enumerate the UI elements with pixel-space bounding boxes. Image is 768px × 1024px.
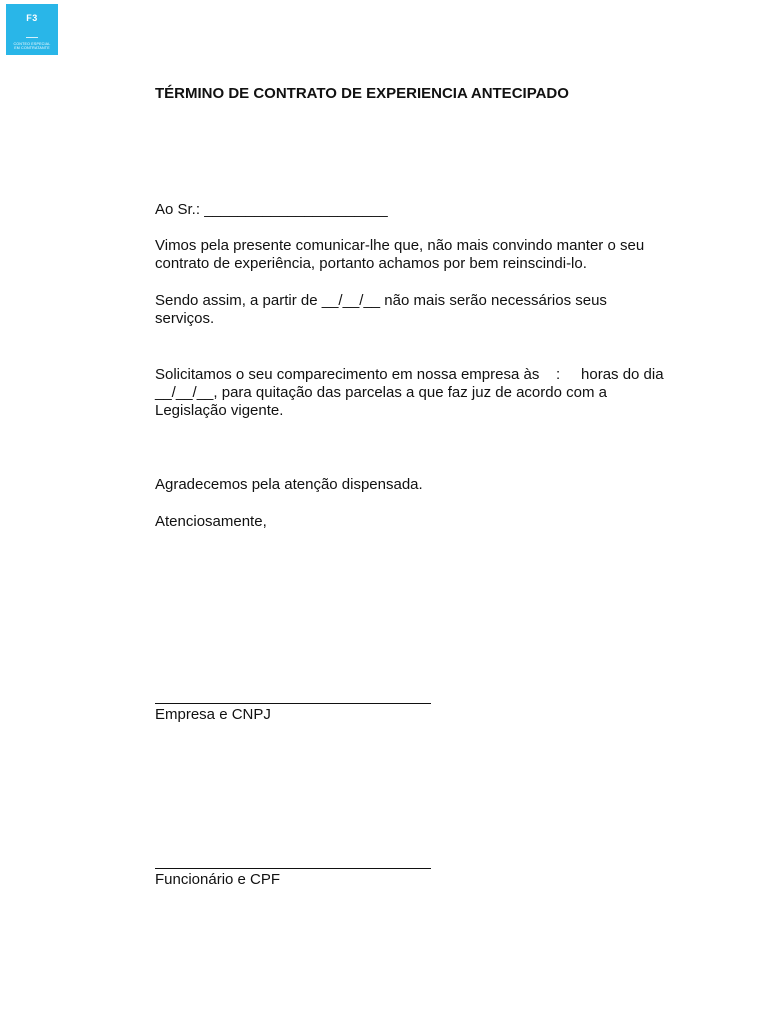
employee-signature-line [155, 868, 431, 869]
logo-rule [26, 37, 38, 38]
company-logo [6, 4, 58, 55]
closing-text: Atenciosamente, [155, 513, 267, 530]
salutation: Ao Sr.: ______________________ [155, 201, 388, 218]
logo-mark: F3 [26, 13, 38, 23]
paragraph-end-date: Sendo assim, a partir de __/__/__ não mais serão necessários seus serviços. [155, 292, 607, 327]
company-signature-label: Empresa e CNPJ [155, 706, 271, 723]
company-signature-line [155, 703, 431, 704]
paragraph-appointment: Solicitamos o seu comparecimento em nossa empresa às : horas do dia __/__/__, para quitação das parcelas a que faz juz de acordo com a Legislação vigente. [155, 366, 668, 419]
logo-tagline-2: EM CONTRATANTE [14, 46, 50, 50]
thanks-text: Agradecemos pela atenção dispensada. [155, 476, 423, 493]
document-title: TÉRMINO DE CONTRATO DE EXPERIENCIA ANTECIPADO [155, 85, 569, 102]
logo-tagline-1: CONTEO ESPECIAL [13, 42, 51, 46]
paragraph-notice: Vimos pela presente comunicar-lhe que, não mais convindo manter o seu contrato de experiência, portanto achamos por bem reinscindi-lo. [155, 237, 645, 272]
employee-signature-label: Funcionário e CPF [155, 871, 281, 888]
